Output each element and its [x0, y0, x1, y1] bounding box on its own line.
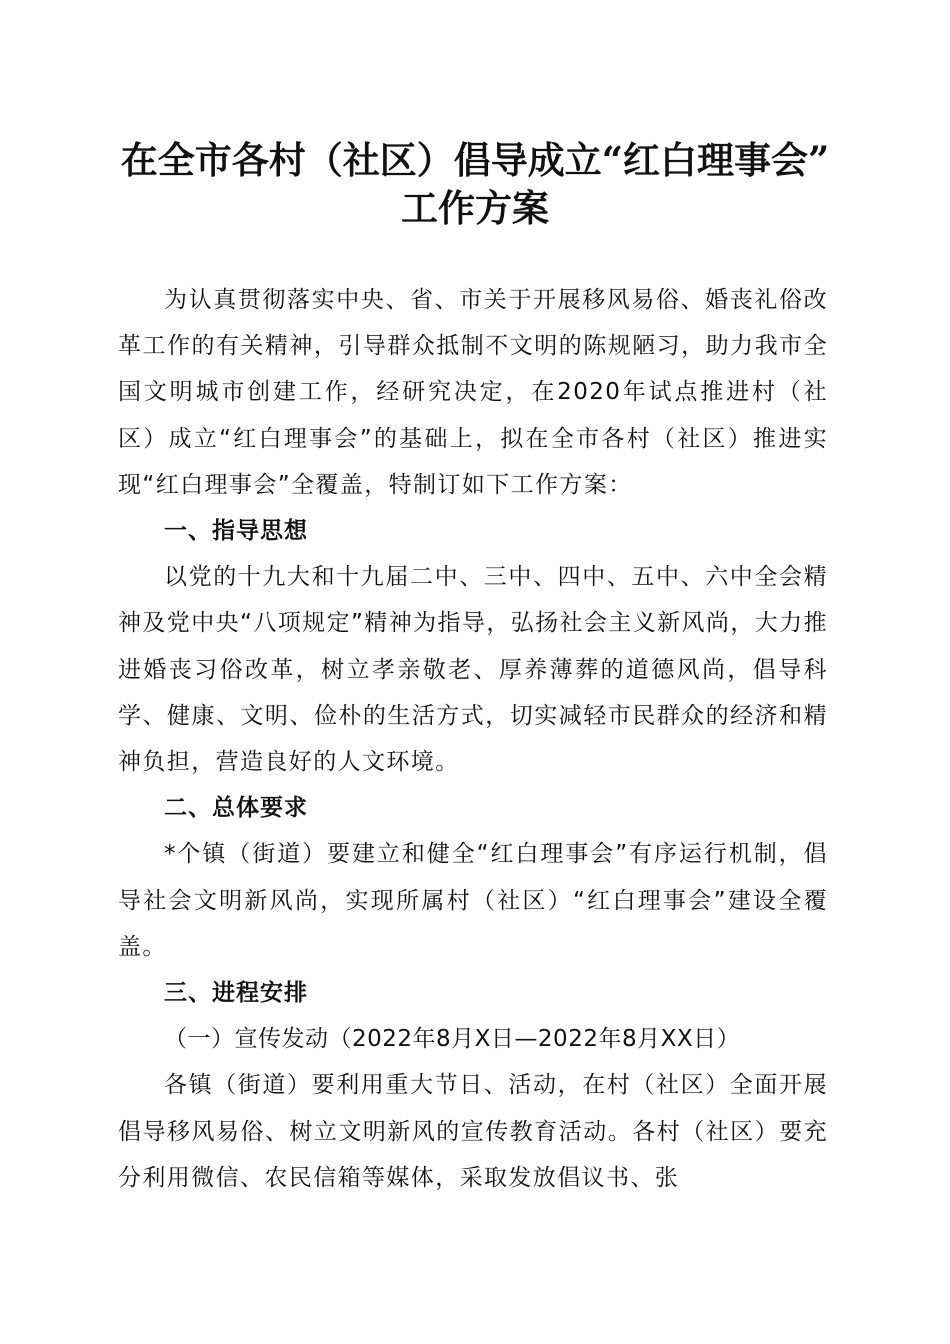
document-body — [118, 277, 828, 1201]
section-text-publicity: 各镇（街道）要利用重大节日、活动，在村（社区）全面开展倡导移风易俗、树立文明新风的宣传教育活动。各村（社区）要充分利用微信、农民信箱等媒体，采取发放倡议书、张 — [118, 1072, 828, 1191]
section-heading-general-requirements: 二、总体要求 — [164, 795, 308, 822]
section-text-guiding-ideology: 以党的十九大和十九届二中、三中、四中、五中、六中全会精神及党中央“八项规定”精神为指导，弘扬社会主义新风尚，大力推进婚丧习俗改革，树立孝亲敬老、厚养薄葬的道德风尚，倡导科学、健康、文明、俭朴的生活方式，切实减轻市民群众的经济和精神负担，营造良好的人文环境。 — [118, 564, 828, 776]
document-title-line-1: 在全市各村（社区）倡导成立“红白理事会” — [120, 138, 830, 182]
subsection-heading-publicity: （一）宣传发动（2022年8月X日—2022年8月XX日） — [164, 1026, 741, 1053]
section-text-general-requirements: *个镇（街道）要建立和健全“红白理事会”有序运行机制，倡导社会文明新风尚，实现所属村（社区）“红白理事会”建设全覆盖。 — [118, 841, 828, 960]
intro-paragraph: 为认真贯彻落实中央、省、市关于开展移风易俗、婚丧礼俗改革工作的有关精神，引导群众抵制不文明的陈规陋习，助力我市全国文明城市创建工作，经研究决定，在2020年试点推进村（社区）成立“红白理事会”的基础上，拟在全市各村（社区）推进实现“红白理事会”全覆盖，特制订如下工作方案： — [118, 287, 828, 498]
section-heading-schedule: 三、进程安排 — [164, 980, 308, 1007]
document-title-line-2: 工作方案 — [401, 186, 549, 230]
section-heading-guiding-ideology: 一、指导思想 — [164, 518, 308, 545]
